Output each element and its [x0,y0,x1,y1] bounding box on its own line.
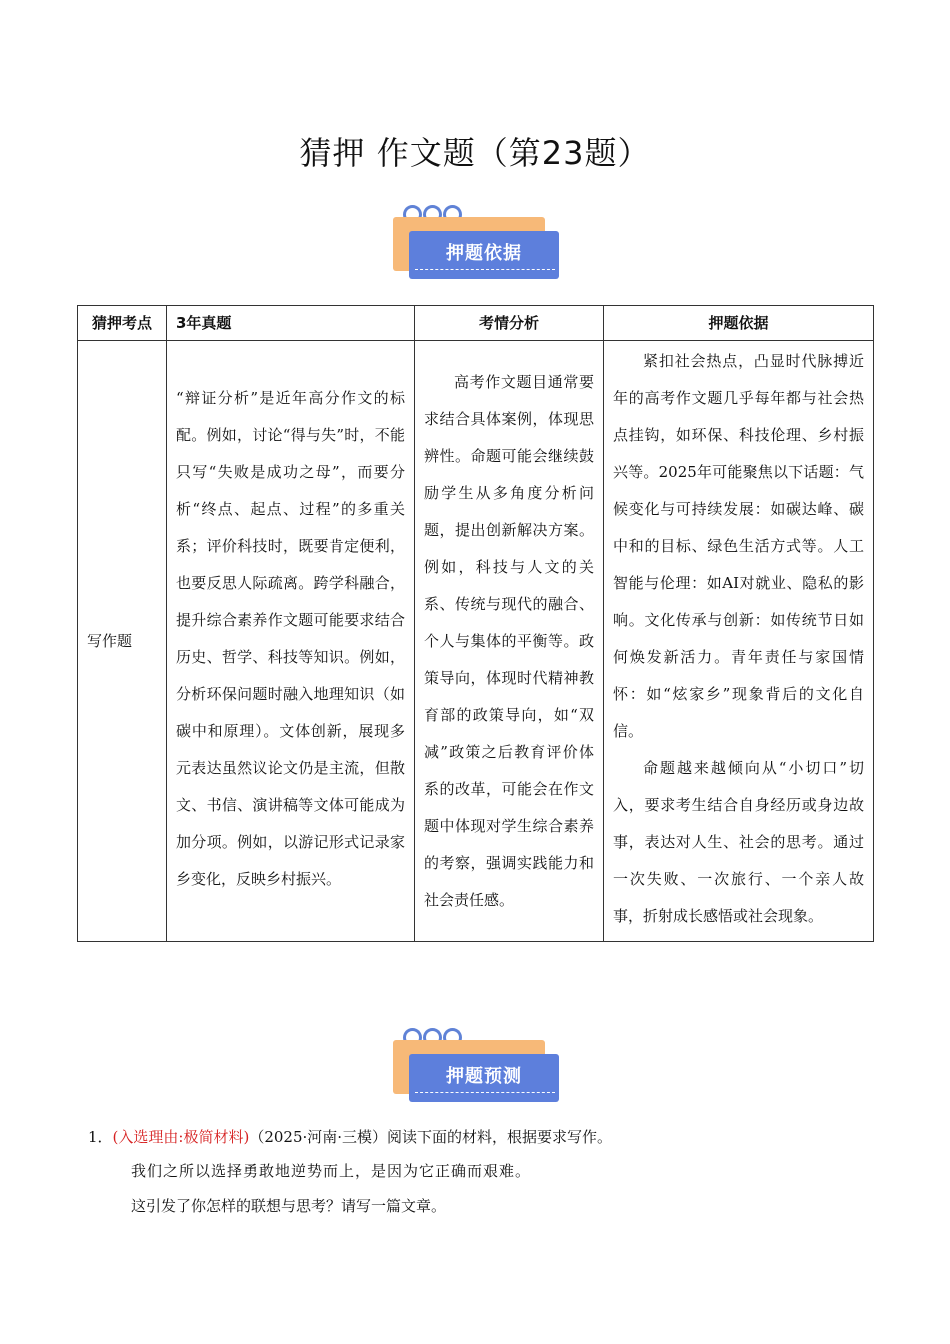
basis-paragraph-1: 紧扣社会热点，凸显时代脉搏近年的高考作文题几乎每年都与社会热点挂钩，如环保、科技伦理、乡村振兴等。2025年可能聚焦以下话题：气候变化与可持续发展：如碳达峰、碳中和的目标、绿色生活方式等。人工智能与伦理：如AI对就业、隐私的影响。文化传承与创新：如传统节日如何焕发新活力。青年责任与家国情怀：如“炫家乡”现象背后的文化自信。 [613,352,864,740]
table-row [78,341,874,942]
question-material: 我们之所以选择勇敢地逆势而上，是因为它正确而艰难。 [131,1162,532,1180]
cell-basis [604,341,874,942]
table-header-row [78,306,874,341]
header-analysis: 考情分析 [415,306,604,341]
question-line [88,1126,612,1148]
question-number: 1． [88,1128,113,1146]
question-reason: (入选理由:极简材料) [112,1128,250,1146]
basis-paragraph-2: 命题越来越倾向从“小切口”切入，要求考生结合自身经历或身边故事，表达对人生、社会的思考。通过一次失败、一次旅行、一个亲人故事，折射成长感悟或社会现象。 [613,759,864,925]
page-title: 猜押 作文题（第23题） [299,134,651,172]
question-prompt: 这引发了你怎样的联想与思考？请写一篇文章。 [131,1197,447,1215]
cell-analysis: 高考作文题目通常要求结合具体案例，体现思辨性。命题可能会继续鼓励学生从多角度分析问题，提出创新解决方案。例如，科技与人文的关系、传统与现代的融合、个人与集体的平衡等。政策导向，体现时代精神教育部的政策导向，如“双减”政策之后教育评价体系的改革，可能会在作文题中体现对学生综合素养的考察，强调实践能力和社会责任感。 [415,341,604,942]
basis-banner [393,205,563,287]
prediction-banner [393,1028,563,1110]
header-exams: 3年真题 [167,306,415,341]
question-source: （2025·河南·三模）阅读下面的材料，根据要求写作。 [249,1128,613,1146]
banner-dash [415,269,555,270]
analysis-table [77,305,874,942]
cell-exams: “辩证分析”是近年高分作文的标配。例如，讨论“得与失”时，不能只写“失败是成功之母”，而要分析“终点、起点、过程”的多重关系；评价科技时，既要肯定便利，也要反思人际疏离。跨学科融合，提升综合素养作文题可能要求结合历史、哲学、科技等知识。例如，分析环保问题时融入地理知识（如碳中和原理）。文体创新，展现多元表达虽然议论文仍是主流，但散文、书信、演讲稿等文体可能成为加分项。例如，以游记形式记录家乡变化，反映乡村振兴。 [167,341,415,942]
header-topic: 猜押考点 [78,306,167,341]
banner-label: 押题预测 [409,1054,559,1102]
cell-topic: 写作题 [78,341,167,942]
banner-dash [415,1092,555,1093]
banner-label: 押题依据 [409,231,559,279]
header-basis: 押题依据 [604,306,874,341]
